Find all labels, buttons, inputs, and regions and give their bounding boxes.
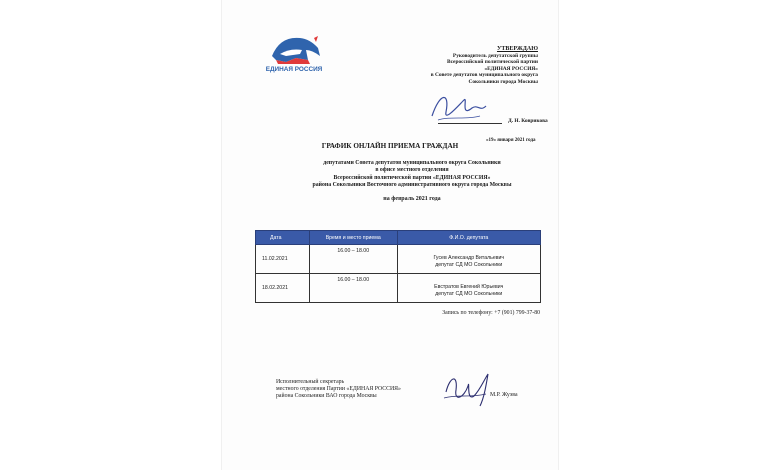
deputy-role: депутат СД МО Сокольники bbox=[435, 262, 503, 268]
approval-line: Сокольники города Москвы bbox=[468, 78, 538, 85]
approval-line: Руководитель депутатской группы bbox=[452, 52, 538, 59]
approver-name: Д. Н. Коврикова bbox=[508, 118, 548, 124]
deputy-role: депутат СД МО Сокольники bbox=[435, 291, 503, 297]
approval-line: «ЕДИНАЯ РОССИЯ» bbox=[484, 65, 538, 72]
table-row bbox=[256, 245, 541, 274]
column-header-date: Дата bbox=[256, 231, 310, 245]
signature-mark bbox=[420, 86, 500, 128]
signature-line bbox=[438, 123, 502, 124]
document-title: ГРАФИК ОНЛАЙН ПРИЕМА ГРАЖДАН bbox=[321, 142, 459, 150]
phone-note: Запись по телефону: +7 (901) 799-37-80 bbox=[442, 310, 540, 316]
logo-wordmark: ЕДИНАЯ РОССИЯ bbox=[265, 66, 323, 73]
table-header-row bbox=[256, 231, 541, 245]
approval-heading: УТВЕРЖДАЮ bbox=[496, 46, 538, 52]
cell-deputy bbox=[397, 274, 540, 303]
cell-time: 16.00 – 18.00 bbox=[309, 245, 397, 274]
subtitle-line: Всероссийской политической партии «ЕДИНАЯ РОССИЯ» bbox=[333, 174, 491, 181]
subtitle-line: в офисе местного отделения bbox=[375, 167, 449, 174]
subtitle-line: депутатами Совета депутатов муниципального округа Сокольники bbox=[323, 160, 501, 166]
cell-date: 11.02.2021 bbox=[256, 245, 310, 274]
footer-signer-name: М.Р. Жуэва bbox=[490, 392, 518, 398]
column-header-time: Время и место приема bbox=[309, 231, 397, 245]
cell-date: 18.02.2021 bbox=[256, 274, 310, 303]
approval-date: «19» января 2021 года bbox=[486, 138, 536, 143]
footer-line: района Сокольники ВАО города Москвы bbox=[276, 393, 377, 399]
approval-line: в Совете депутатов муниципального округа bbox=[430, 72, 538, 79]
footer-signatory bbox=[276, 379, 436, 400]
table-row bbox=[256, 274, 541, 303]
document-subtitle bbox=[262, 160, 562, 190]
united-russia-bear-logo bbox=[266, 26, 326, 82]
schedule-period: на февраль 2021 года bbox=[383, 196, 441, 202]
deputy-name: Гусев Александр Витальевич bbox=[433, 255, 505, 261]
subtitle-line: района Сокольники Восточного административного округа города Москвы bbox=[312, 182, 512, 189]
approval-block bbox=[388, 46, 538, 86]
footer-line: местного отделения Партии «ЕДИНАЯ РОССИЯ» bbox=[276, 386, 401, 392]
footer-signature bbox=[440, 368, 516, 408]
approval-line: Всероссийской политической партии bbox=[447, 59, 538, 66]
cell-time: 16.00 – 18.00 bbox=[309, 274, 397, 303]
column-header-name: Ф.И.О. депутата bbox=[397, 231, 540, 245]
cell-deputy bbox=[397, 245, 540, 274]
footer-line: Исполнительный секретарь bbox=[276, 379, 345, 385]
schedule-table bbox=[255, 230, 541, 303]
deputy-name: Евстратов Евгений Юрьевич bbox=[434, 284, 504, 290]
